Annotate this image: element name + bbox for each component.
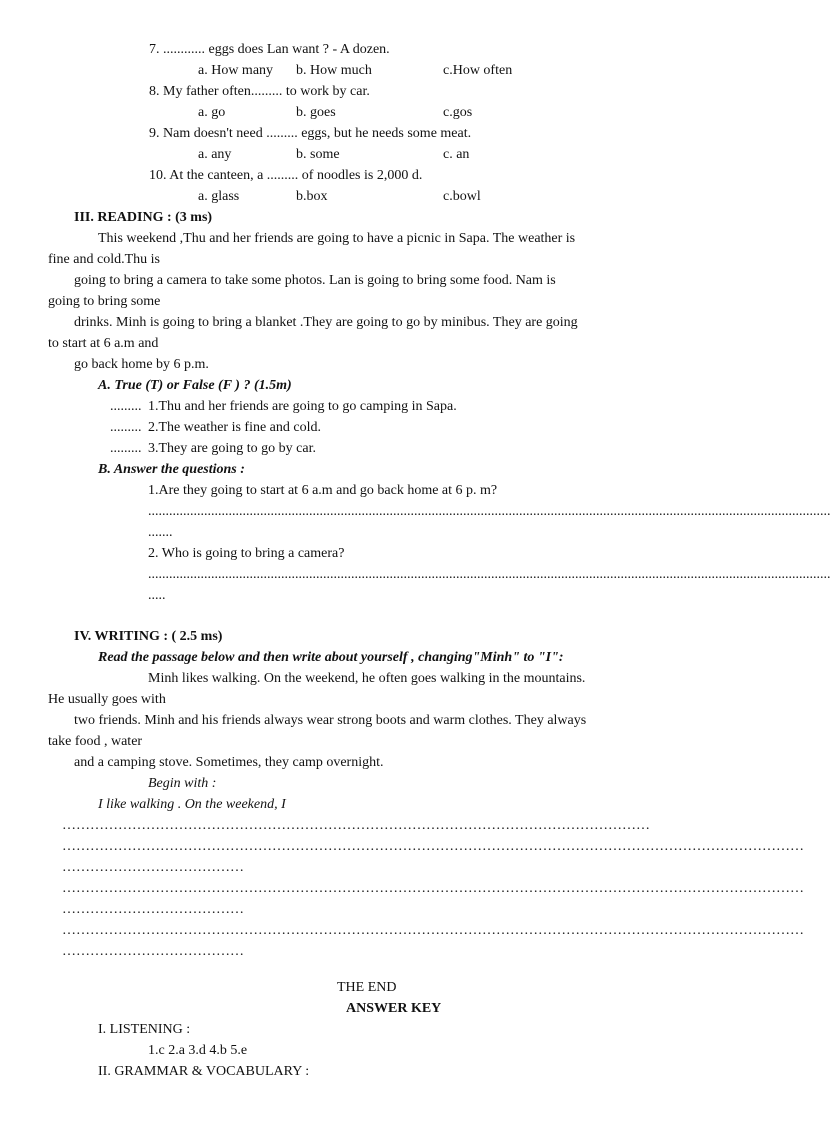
passage-line: This weekend ,Thu and her friends are going to have a picnic in Sapa. The weather is (98, 231, 576, 246)
answer-line[interactable]: ................................................................................................................................................................................................... (148, 567, 831, 582)
grammar-label: II. GRAMMAR & VOCABULARY : (98, 1064, 310, 1079)
passage-line: go back home by 6 p.m. (74, 357, 209, 372)
question-text: 1.Are they going to start at 6 a.m and go back home at 6 p. m? (148, 483, 498, 498)
writing-line[interactable]: ………………………………… (62, 902, 244, 917)
begin-with-label: Begin with : (148, 776, 217, 791)
passage-line: take food , water (48, 734, 143, 749)
answer-blank[interactable]: ......... (110, 441, 142, 456)
statement-text: 3.They are going to go by car. (148, 441, 316, 456)
option-b: b.box (296, 189, 328, 204)
option-b: b. goes (296, 105, 336, 120)
option-c: c.How often (443, 63, 513, 78)
writing-line[interactable]: …………………………………………………………………………………………………………………………………………… (62, 881, 804, 896)
question-text: 7. ............ eggs does Lan want ? - A dozen. (149, 42, 390, 57)
option-a: a. any (198, 147, 232, 162)
statement-text: 1.Thu and her friends are going to go camping in Sapa. (148, 399, 457, 414)
question-text: 10. At the canteen, a ......... of noodles is 2,000 d. (149, 168, 423, 183)
passage-line: to start at 6 a.m and (48, 336, 159, 351)
option-b: b. some (296, 147, 340, 162)
listening-answers: 1.c 2.a 3.d 4.b 5.e (148, 1043, 248, 1058)
writing-heading: IV. WRITING : ( 2.5 ms) (74, 629, 223, 644)
passage-line: going to bring a camera to take some photos. Lan is going to bring some food. Nam is (74, 273, 556, 288)
question-text: 9. Nam doesn't need ......... eggs, but he needs some meat. (149, 126, 472, 141)
option-c: c.gos (443, 105, 473, 120)
writing-line[interactable]: ………………………………… (62, 944, 244, 959)
the-end: THE END (337, 980, 397, 995)
passage-line: two friends. Minh and his friends always wear strong boots and warm clothes. They always (74, 713, 587, 728)
passage-line: going to bring some (48, 294, 161, 309)
writing-line[interactable]: …………………………………………………………………………………………………………………………………………… (62, 839, 804, 854)
option-b: b. How much (296, 63, 372, 78)
begin-with-text: I like walking . On the weekend, I (98, 797, 286, 812)
option-a: a. How many (198, 63, 274, 78)
reading-heading: III. READING : (3 ms) (74, 210, 213, 225)
option-a: a. glass (198, 189, 240, 204)
passage-line: and a camping stove. Sometimes, they camp overnight. (74, 755, 384, 770)
answer-blank[interactable]: ......... (110, 399, 142, 414)
writing-line[interactable]: …………………………………………………………………………………………………………………………………………… (62, 923, 804, 938)
writing-instruction: Read the passage below and then write about yourself , changing"Minh" to "I": (98, 650, 564, 665)
passage-line: fine and cold.Thu is (48, 252, 160, 267)
part-b-heading: B. Answer the questions : (98, 462, 245, 477)
writing-line[interactable]: ……………………………………………………………………………………………………………… (62, 818, 650, 833)
writing-line[interactable]: ………………………………… (62, 860, 244, 875)
option-c: c.bowl (443, 189, 481, 204)
passage-line: Minh likes walking. On the weekend, he often goes walking in the mountains. (148, 671, 586, 686)
passage-line: drinks. Minh is going to bring a blanket .They are going to go by minibus. They are going (74, 315, 578, 330)
statement-text: 2.The weather is fine and cold. (148, 420, 321, 435)
part-a-heading: A. True (T) or False (F ) ? (1.5m) (98, 378, 292, 393)
answer-line-cont[interactable]: ....... (148, 525, 173, 540)
listening-label: I. LISTENING : (98, 1022, 191, 1037)
answer-line-cont[interactable]: ..... (148, 588, 166, 603)
question-text: 2. Who is going to bring a camera? (148, 546, 345, 561)
answer-key-heading: ANSWER KEY (346, 1001, 442, 1016)
passage-line: He usually goes with (48, 692, 166, 707)
answer-blank[interactable]: ......... (110, 420, 142, 435)
question-text: 8. My father often......... to work by car. (149, 84, 370, 99)
answer-line[interactable]: ................................................................................................................................................................................................... (148, 504, 831, 519)
option-a: a. go (198, 105, 226, 120)
option-c: c. an (443, 147, 470, 162)
